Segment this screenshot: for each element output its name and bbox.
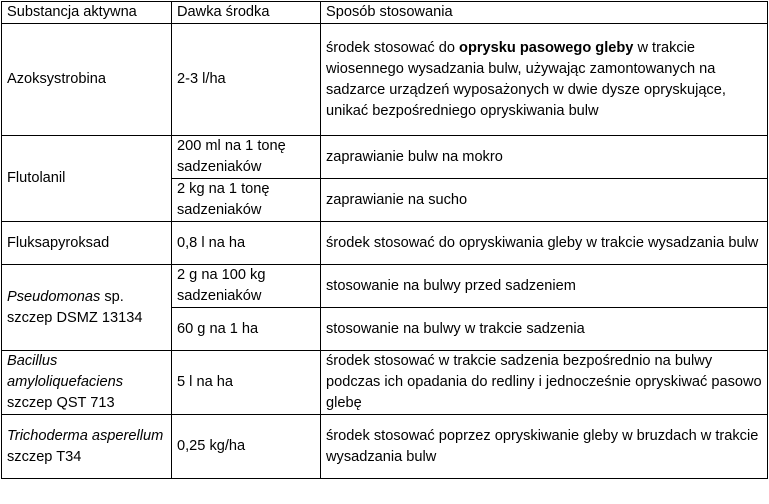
method-cell: zaprawianie na sucho: [321, 179, 768, 222]
dose-cell: 60 g na 1 ha: [172, 308, 321, 351]
method-cell: stosowanie na bulwy w trakcie sadzenia: [321, 308, 768, 351]
table-row: [2, 24, 768, 136]
substance-cell: [2, 351, 172, 415]
substance-text: szczep T34: [7, 448, 82, 465]
header-method: Sposób stosowania: [321, 2, 768, 24]
header-row: [2, 2, 768, 24]
method-cell: stosowanie na bulwy przed sadzeniem: [321, 265, 768, 308]
dose-cell: 2 g na 100 kg sadzeniaków: [172, 265, 321, 308]
substance-text: sp. szczep DSMZ 13134: [7, 288, 143, 326]
table-row: [2, 222, 768, 265]
header-substance: Substancja aktywna: [2, 2, 172, 24]
method-cell: środek stosować w trakcie sadzenia bezpośrednio na bulwy podczas ich opadania do redliny i jednocześnie opryskiwać pasowo glebę: [321, 351, 768, 415]
header-dose: Dawka środka: [172, 2, 321, 24]
substance-cell: [2, 415, 172, 479]
substance-cell: Flutolanil: [2, 136, 172, 222]
dose-cell: 0,8 l na ha: [172, 222, 321, 265]
dose-cell: 200 ml na 1 tonę sadzeniaków: [172, 136, 321, 179]
substance-italic-text: Pseudomonas: [7, 288, 101, 305]
substance-cell: Azoksystrobina: [2, 24, 172, 136]
method-text: środek stosować do: [326, 39, 460, 56]
table-row: [2, 265, 768, 308]
table-row: [2, 415, 768, 479]
application-table: [1, 1, 768, 479]
dose-cell: 2 kg na 1 tonę sadzeniaków: [172, 179, 321, 222]
method-cell: środek stosować do opryskiwania gleby w trakcie wysadzania bulw: [321, 222, 768, 265]
table-row: [2, 136, 768, 179]
table-row: [2, 351, 768, 415]
dose-cell: 0,25 kg/ha: [172, 415, 321, 479]
substance-cell: [2, 265, 172, 351]
method-bold-text: oprysku pasowego gleby: [459, 39, 634, 56]
dose-cell: 2-3 l/ha: [172, 24, 321, 136]
method-text: w trakcie wiosennego wysadzania bulw, używając zamontowanych na sadzarce urządzeń wyposażonych w dwie dysze opryskujące, unikać bezpośredniego opryskiwania bulw: [326, 39, 726, 119]
substance-italic-text: Bacillus amyloliquefaciens: [7, 353, 124, 390]
dose-cell: 5 l na ha: [172, 351, 321, 415]
method-cell: zaprawianie bulw na mokro: [321, 136, 768, 179]
substance-cell: Fluksapyroksad: [2, 222, 172, 265]
substance-italic-text: Trichoderma asperellum: [7, 427, 164, 444]
method-cell: [321, 24, 768, 136]
substance-text: szczep QST 713: [7, 395, 115, 411]
method-cell: środek stosować poprzez opryskiwanie gleby w bruzdach w trakcie wysadzania bulw: [321, 415, 768, 479]
